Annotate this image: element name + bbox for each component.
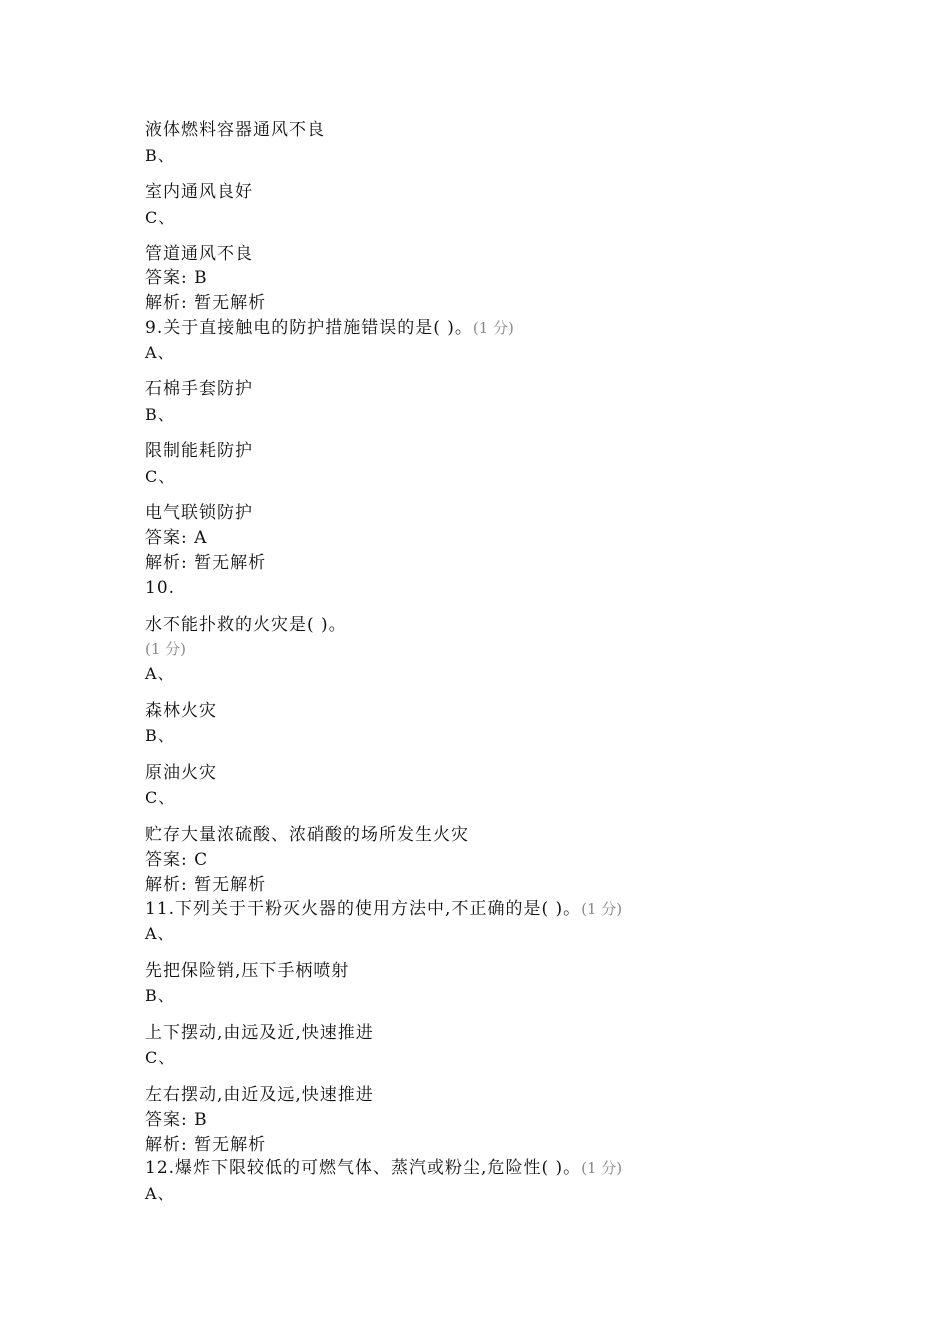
q12-question xyxy=(145,1158,622,1178)
q9-option-c-text: 电气联锁防护 xyxy=(145,503,253,523)
q11-score: (1 分) xyxy=(581,900,623,918)
q10-analysis: 解析: 暂无解析 xyxy=(145,875,267,895)
q8-option-a-text: 液体燃料容器通风不良 xyxy=(145,120,325,140)
q9-option-a-text: 石棉手套防护 xyxy=(145,379,253,399)
q11-question xyxy=(145,899,622,919)
q11-option-a-text: 先把保险销,压下手柄喷射 xyxy=(145,961,350,981)
q11-option-a-letter: A、 xyxy=(145,924,175,943)
q8-analysis: 解析: 暂无解析 xyxy=(145,293,267,313)
q9-question-text: 9.关于直接触电的防护措施错误的是( )。 xyxy=(145,318,473,338)
q10-option-a-letter: A、 xyxy=(145,664,175,683)
q9-option-a-letter: A、 xyxy=(145,343,175,362)
q10-option-b-text: 原油火灾 xyxy=(145,763,217,783)
q12-question-text: 12.爆炸下限较低的可燃气体、蒸汽或粉尘,危险性( )。 xyxy=(145,1158,582,1178)
q12-score: (1 分) xyxy=(581,1159,623,1177)
q9-analysis: 解析: 暂无解析 xyxy=(145,553,267,573)
q12-option-a-letter: A、 xyxy=(145,1184,175,1203)
q8-answer: 答案: B xyxy=(145,268,208,288)
q9-score: (1 分) xyxy=(472,319,514,337)
q11-answer: 答案: B xyxy=(145,1110,208,1130)
q10-question: 水不能扑救的火灾是( )。 xyxy=(145,615,347,635)
q9-answer: 答案: A xyxy=(145,528,208,548)
q8-option-b-text: 室内通风良好 xyxy=(145,182,253,202)
q10-option-a-text: 森林火灾 xyxy=(145,701,217,721)
q11-analysis: 解析: 暂无解析 xyxy=(145,1135,267,1155)
q10-option-b-letter: B、 xyxy=(145,726,175,745)
q9-question xyxy=(145,318,514,338)
q11-option-b-text: 上下摆动,由远及近,快速推进 xyxy=(145,1023,374,1043)
q8-option-c-text: 管道通风不良 xyxy=(145,244,253,264)
q9-option-b-letter: B、 xyxy=(145,405,175,424)
q8-option-b-letter: B、 xyxy=(145,146,175,165)
q10-number: 10. xyxy=(145,578,176,598)
q9-option-b-text: 限制能耗防护 xyxy=(145,441,253,461)
q10-option-c-letter: C、 xyxy=(145,788,176,807)
q8-option-c-letter: C、 xyxy=(145,208,176,227)
q10-option-c-text: 贮存大量浓硫酸、浓硝酸的场所发生火灾 xyxy=(145,825,469,845)
q11-option-b-letter: B、 xyxy=(145,986,175,1005)
q11-option-c-text: 左右摆动,由近及远,快速推进 xyxy=(145,1085,374,1105)
q11-question-text: 11.下列关于干粉灭火器的使用方法中,不正确的是( )。 xyxy=(145,899,582,919)
q10-score: (1 分) xyxy=(145,640,187,658)
q11-option-c-letter: C、 xyxy=(145,1048,176,1067)
q9-option-c-letter: C、 xyxy=(145,467,176,486)
q10-answer: 答案: C xyxy=(145,850,209,870)
